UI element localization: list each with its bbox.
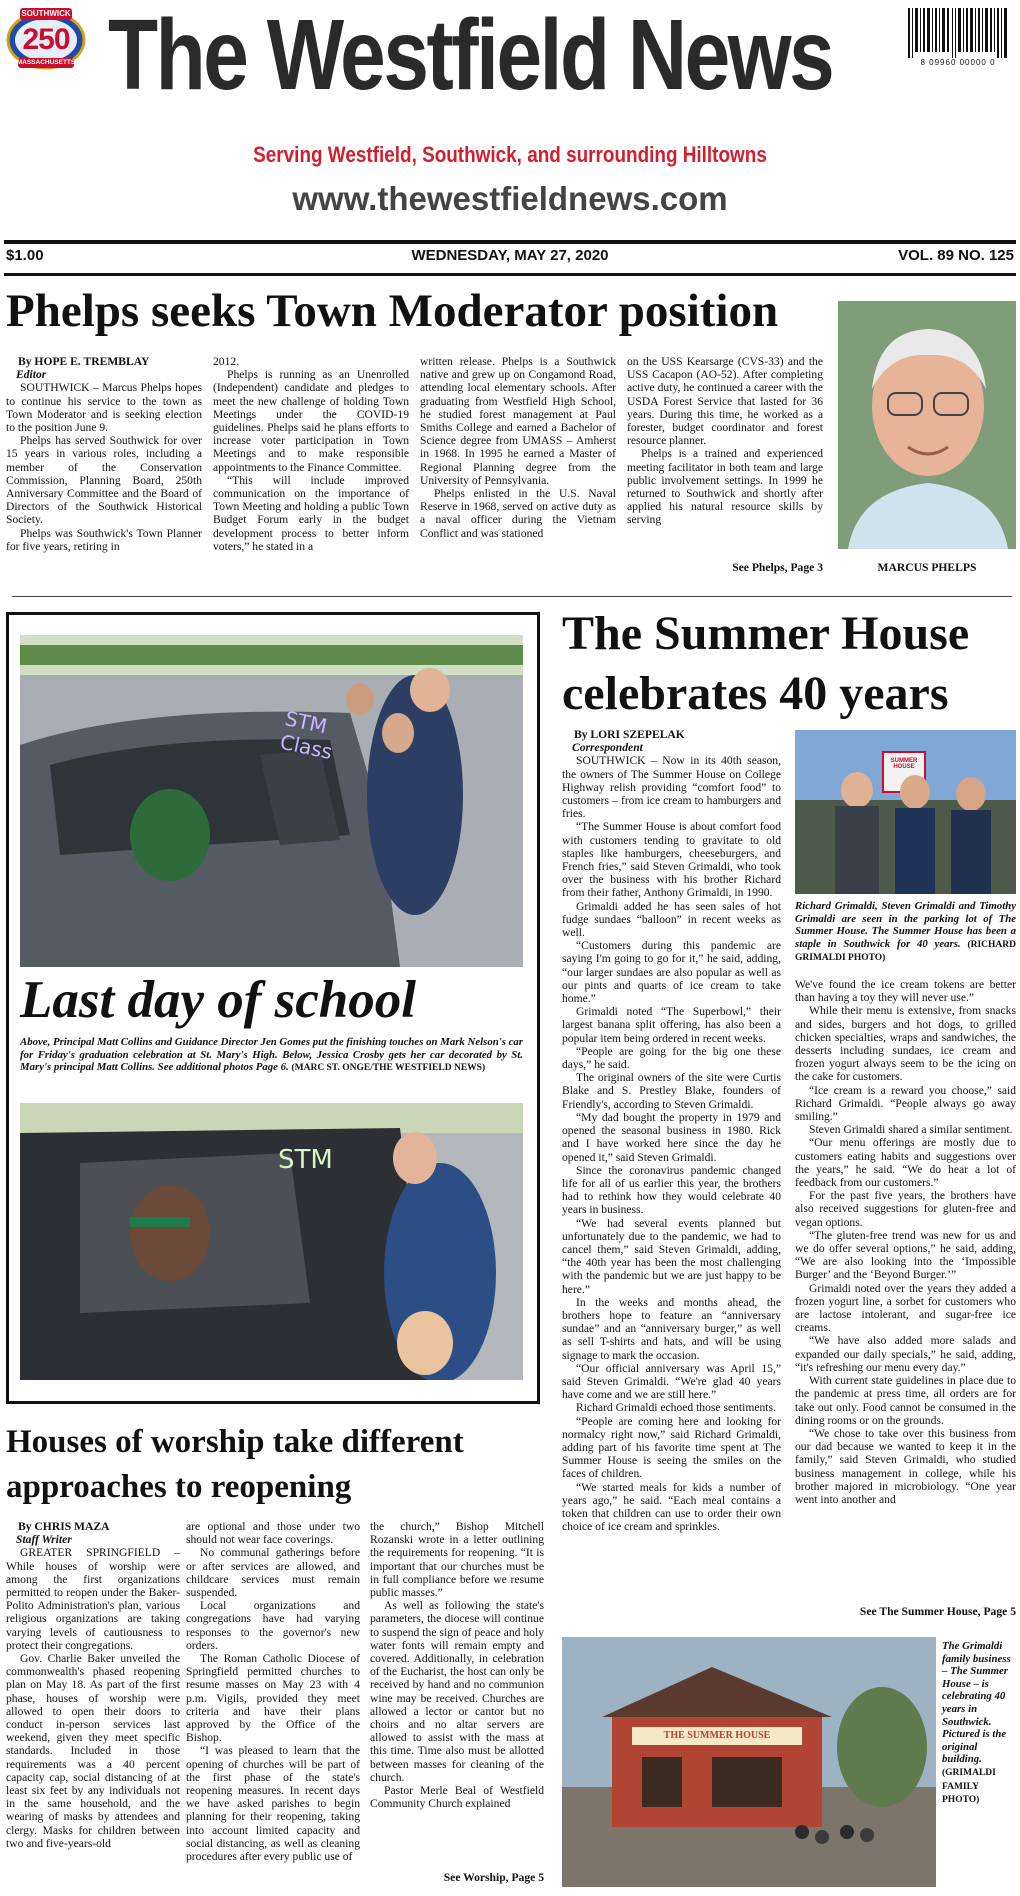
issue-date: WEDNESDAY, MAY 27, 2020	[411, 247, 609, 264]
summer-byline: By LORI SZEPELAK	[574, 728, 685, 741]
worship-col1-text: GREATER SPRINGFIELD – While houses of worship were among the first organizations permitted to reopen under the Baker-Polito Administration's plan, various religious organizations are taking varying levels of cautiousness to protect their congregations. Gov. Charlie Baker unveiled the commonwealth's phased reopening plan on May 18. As part of the first phase, houses of worship were allowed to open their doors to conduct in-person services last weekend, given they meet specific standards. Included in those requirements was a 40 percent capacity cap, social distancing of at least six feet by any individuals not in the same household, and the wearing of masks by attendees and clergy. Masks for children between two and five-years-old	[6, 1546, 180, 1850]
worship-headline[interactable]	[6, 1420, 554, 1510]
grimaldi-brothers-caption	[795, 900, 1016, 965]
price: $1.00	[6, 247, 44, 264]
newspaper-title: The Westfield News	[108, 0, 833, 111]
worship-byline-role: Staff Writer	[16, 1533, 72, 1547]
phelps-column-4: on the USS Kearsarge (CVS-33) and the USS Cacapon (AO-52). After completing active duty, he continued a career with the USDA Forest Service that lasted for 36 years. During this time, he worked as a forester, budget coordinator and forest resource planner. Phelps is a trained and experienced meeting facilitator in both team and large public involvement settings. In 1999 he returned to Southwick and shortly after applied his natural resource skills by serving	[627, 355, 823, 527]
summer-house-headline[interactable]	[562, 604, 1016, 724]
southwick-250-logo	[6, 6, 86, 70]
grimaldi-caption-text: Richard Grimaldi, Steven Grimaldi and Timothy Grimaldi are seen in the parking lot of The Summer House. The Summer House has been a staple in Southwick for 40 years.	[795, 900, 1016, 950]
window-writing-bottom: STM	[278, 1145, 333, 1175]
grimaldi-brothers-photo	[795, 730, 1016, 894]
summer-jump-link[interactable]: See The Summer House, Page 5	[859, 1605, 1016, 1618]
phelps-headline[interactable]: Phelps seeks Town Moderator position	[6, 285, 779, 337]
school-caption	[20, 1036, 523, 1075]
tagline: Serving Westfield, Southwick, and surrounding Hilltowns	[253, 142, 767, 167]
phelps-byline-role: Editor	[16, 368, 47, 382]
school-photo-top	[20, 635, 523, 967]
summer-col1-text: SOUTHWICK – Now in its 40th season, the owners of The Summer House on College Highway relish providing “comfort food” to customers – from ice cream to hamburgers and fries. “The Summer House is about comfort food with customers tending to gravitate to old staples like hamburgers, cheeseburgers, and French fries,” said Steven Grimaldi, who took over the business with his brother Richard from their father, Anthony Grimaldi, in 1990. Grimaldi added he has seen sales of hot fudge sundaes “balloon” in recent weeks as well. “Customers during this pandemic are saying I'm going to go for it,” he said, adding, “our larger sundaes are also popular as well as our pints and quarts of ice cream to take home.” Grimaldi noted “The Superbowl,” their largest banana split offering, has also been a popular item being ordered in recent weeks. “People are going for the big one these days,” he said. The original owners of the site were Curtis Blake and S. Prestley Blake, founders of Friendly's, according to Steven Grimaldi. “My dad bought the property in 1979 and opened the seasonal business in 1980. Rick and I have worked here since the day he opened it,” said Steven Grimaldi. Since the coronavirus pandemic changed life for all of us earlier this year, the brothers had to rethink how they would celebrate 40 years in business. “We had several events planned but unfortunately due to the pandemic, we had to cancel them,” said Steven Grimaldi, adding, “the 40th year has been the most challenging with the pandemic but we are just happy to be here.” In the weeks and months ahead, the brothers hope to feature an “anniversary sundae” and an “anniversary burger,” as well as sell T-shirts and hats, and will be using signage to mark the occasion. “Our official anniversary was April 15,” said Steven Grimaldi. “We're glad 40 years have come and we are still here.” Richard Grimaldi echoed those sentiments. “People are coming here and looking for normalcy right now,” said Richard Grimaldi, adding part of his favorite time spent at The Summer House is seeing the smiles on the faces of children. “We started meals for kids a number of years ago,” he said. “Each meal contains a token that children can use to order their own choice of ice cream and sprinkles.	[562, 754, 781, 1534]
phelps-col1-text: SOUTHWICK – Marcus Phelps hopes to continue his service to the town as Town Moderator and is seeking election to the position June 9. Phelps has served Southwick for over 15 years in various roles, including a member of the Conservation Commission, Planning Board, 250th Anniversary Committee and the Board of Directors of the Southwick Historical Society. Phelps was Southwick's Town Planner for five years, retiring in	[6, 381, 202, 553]
website[interactable]: www.thewestfieldnews.com	[292, 180, 728, 217]
summer-column-2: We've found the ice cream tokens are better than having a toy they will never use.” While their menu is extensive, from snacks and sides, burgers and hot dogs, to grilled chicken specialties, wraps and sandwiches, the desserts including sundaes, ice cream and frozen yogurt always seem to be the icing on the cake for customers. “Ice cream is a reward you choose,” said Richard Grimaldi. “People always go away smiling.” Steven Grimaldi shared a similar sentiment. “Our menu offerings are mostly due to customers eating habits and suggestions over the years,” he said. “We do hear a lot of feedback from our customers.” For the past five years, the brothers have also received suggestions for gluten-free and vegan options. “The gluten-free trend was new for us and we do offer several options,” he said, adding, “We are also looking into the ‘Impossible Burger’ and the ‘Beyond Burger.’” Grimaldi noted over the years they added a frozen yogurt line, a sorbet for customers who are lactose intolerant, and sugar-free ice creams. “We have also added more salads and expanded our daily specials,” he said, adding, “it's refreshing our menu every day.” With current state guidelines in place due to the pandemic at press time, all orders are for take out only. Food cannot be consumed in the dining rooms or on the grounds. “We chose to take over this business from our dad because we wanted to keep it in the family,” said Steven Grimaldi, who studied business management in college, while his brother majored in microbiology. “One year went into another and	[795, 978, 1016, 1506]
volume-number: VOL. 89 NO. 125	[898, 247, 1014, 264]
barcode	[906, 8, 1010, 70]
phelps-byline: By HOPE E. TREMBLAY	[18, 355, 150, 368]
school-caption-text: Above, Principal Matt Collins and Guidance Director Jen Gomes put the finishing touches on Mark Nelson's car for Friday's graduation celebration at St. Mary's High. Below, Jessica Crosby gets her car decorated by St. Mary's principal Matt Collins. See additional photos Page 6.	[20, 1036, 524, 1074]
logo-bottom-text: MASSACHUSETTS	[16, 59, 76, 66]
logo-top-text: SOUTHWICK	[21, 9, 71, 18]
summer-house-sign: SUMMER HOUSE	[890, 758, 918, 770]
original-building-caption	[942, 1640, 1016, 1807]
worship-headline-line2: approaches to reopening	[6, 1469, 352, 1505]
logo-number: 250	[22, 23, 70, 56]
summer-column-1	[562, 728, 781, 1533]
school-photo-bottom	[20, 1103, 523, 1380]
phelps-column-3: written release. Phelps is a Southwick native and grew up on Congamond Road, attending local elementary schools. After graduating from Westfield High School, he studied forest management at Paul Smiths College and earned a Bachelor of Science degree from UMASS – Amherst in 1968. In 1995 he earned a Master of Regional Planning degree from the University of Pennsylvania. Phelps enlisted in the U.S. Naval Reserve in 1968, served on active duty as a naval officer during the Vietnam Conflict and was stationed	[420, 355, 616, 540]
summer-headline-line1: The Summer House	[562, 607, 970, 660]
original-summer-house-photo	[562, 1637, 936, 1887]
worship-byline: By CHRIS MAZA	[18, 1520, 110, 1533]
worship-jump-link[interactable]: See Worship, Page 5	[443, 1871, 544, 1884]
summer-byline-role: Correspondent	[572, 741, 643, 755]
school-headline[interactable]: Last day of school	[20, 971, 416, 1029]
phelps-jump-link[interactable]: See Phelps, Page 3	[732, 561, 823, 574]
phelps-column-2: 2012. Phelps is running as an Unenrolled (Independent) candidate and pledges to meet the new challenge of holding Town Meetings under the COVID-19 guidelines. Phelps said he plans efforts to increase voter participation in Town Meetings and to make responsible appointments to the Finance Committee. “This will include improved communication on the importance of Town Meeting and holding a public Town Budget Forum early in the budget development process to better inform voters,” he stated in a	[213, 355, 409, 553]
worship-column-2: are optional and those under two should not wear face coverings. No communal gatherings before or after services are allowed, and childcare services must remain suspended. Local organizations and congregations have had varying responses to the governor's new orders. The Roman Catholic Diocese of Springfield permitted churches to resume masses on May 23 with 4 p.m. Vigils, provided they meet criteria and have their plans approved by the Office of the Bishop. “I was pleased to learn that the opening of churches will be part of the first phase of the state's reopening measures. In recent days we have asked parishes to begin planning for their reopening, taking into account limited capacity and social distancing, as well as cleaning procedures after every public use of	[186, 1520, 360, 1864]
original-building-sign: THE SUMMER HOUSE	[663, 1730, 771, 1741]
grimaldi-caption-credit: (RICHARD GRIMALDI PHOTO)	[795, 939, 1016, 964]
worship-column-1	[6, 1520, 180, 1850]
original-building-caption-text: The Grimaldi family business – The Summer House – is celebrating 40 years in Southwick. Pictured is the original building.	[942, 1640, 1011, 1766]
marcus-phelps-photo	[838, 301, 1016, 549]
worship-column-3: the church,” Bishop Mitchell Rozanski wrote in a letter outlining the requirements for reopening. “It is important that our churches must be in full compliance before we resume public masses.” As well as following the state's parameters, the diocese will continue to suspend the sign of peace and holy water fonts will remain empty and covered. Additionally, in celebration of the Eucharist, the host can only be received by hand and no communion wine may be received. Churches are allowed a lector or cantor but no choirs and no altar servers are allowed to assist with the mass at this time. Time also must be allotted between masses for cleaning of the church. Pastor Merle Beal of Westfield Community Church explained	[370, 1520, 544, 1811]
barcode-number: 8 09960 00000 0	[920, 58, 996, 67]
summer-headline-line2: celebrates 40 years	[562, 667, 949, 720]
original-building-credit: (GRIMALDI FAMILY PHOTO)	[942, 1767, 996, 1806]
phelps-photo-caption: MARCUS PHELPS	[877, 561, 977, 574]
masthead-bottom-rule	[4, 273, 1016, 276]
school-caption-credit: (MARC ST. ONGE/THE WESTFIELD NEWS)	[291, 1063, 486, 1074]
phelps-column-1	[6, 355, 202, 553]
section-divider	[12, 596, 1012, 597]
worship-headline-line1: Houses of worship take different	[6, 1424, 464, 1460]
masthead-top-rule	[4, 240, 1016, 244]
window-writing-top: STM Class	[277, 706, 335, 765]
